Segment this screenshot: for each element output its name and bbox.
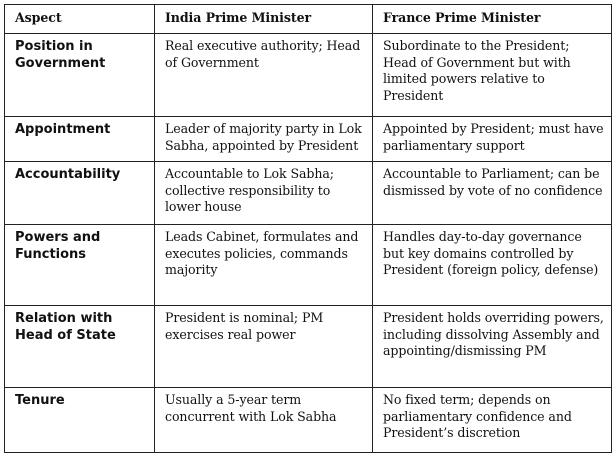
india-cell: Leads Cabinet, formulates and executes policies, commands majority: [155, 225, 373, 306]
india-cell: Accountable to Lok Sabha; collective responsibility to lower house: [155, 162, 373, 225]
aspect-cell: [5, 34, 155, 117]
france-cell: No fixed term; depends on parliamentary confidence and President’s discretion: [373, 388, 612, 453]
table-row: [5, 34, 612, 117]
header-france: France Prime Minister: [373, 5, 612, 34]
aspect-label: Appointment: [15, 122, 111, 137]
aspect-cell: [5, 117, 155, 162]
india-cell: Usually a 5-year term concurrent with Lok Sabha: [155, 388, 373, 453]
france-cell: Handles day-to-day governance but key domains controlled by President (foreign policy, defense): [373, 225, 612, 306]
france-cell: Accountable to Parliament; can be dismissed by vote of no confidence: [373, 162, 612, 225]
aspect-label: Accountability: [15, 167, 121, 182]
table-row: [5, 306, 612, 388]
india-cell: Real executive authority; Head of Government: [155, 34, 373, 117]
aspect-label: Powers and Functions: [15, 230, 101, 262]
aspect-label: Relation with Head of State: [15, 311, 116, 343]
table-row: [5, 162, 612, 225]
india-cell: Leader of majority party in Lok Sabha, appointed by President: [155, 117, 373, 162]
table-row: [5, 225, 612, 306]
header-india: India Prime Minister: [155, 5, 373, 34]
aspect-cell: [5, 225, 155, 306]
france-cell: Subordinate to the President; Head of Government but with limited powers relative to President: [373, 34, 612, 117]
table-row: [5, 388, 612, 453]
comparison-table: [4, 4, 612, 453]
aspect-label: Tenure: [15, 393, 65, 408]
india-cell: President is nominal; PM exercises real power: [155, 306, 373, 388]
table-row: [5, 117, 612, 162]
aspect-cell: [5, 306, 155, 388]
france-cell: Appointed by President; must have parliamentary support: [373, 117, 612, 162]
france-cell: President holds overriding powers, including dissolving Assembly and appointing/dismissing PM: [373, 306, 612, 388]
header-aspect: Aspect: [5, 5, 155, 34]
aspect-cell: [5, 388, 155, 453]
header-row: [5, 5, 612, 34]
aspect-cell: [5, 162, 155, 225]
aspect-label: Position in Government: [15, 39, 106, 71]
